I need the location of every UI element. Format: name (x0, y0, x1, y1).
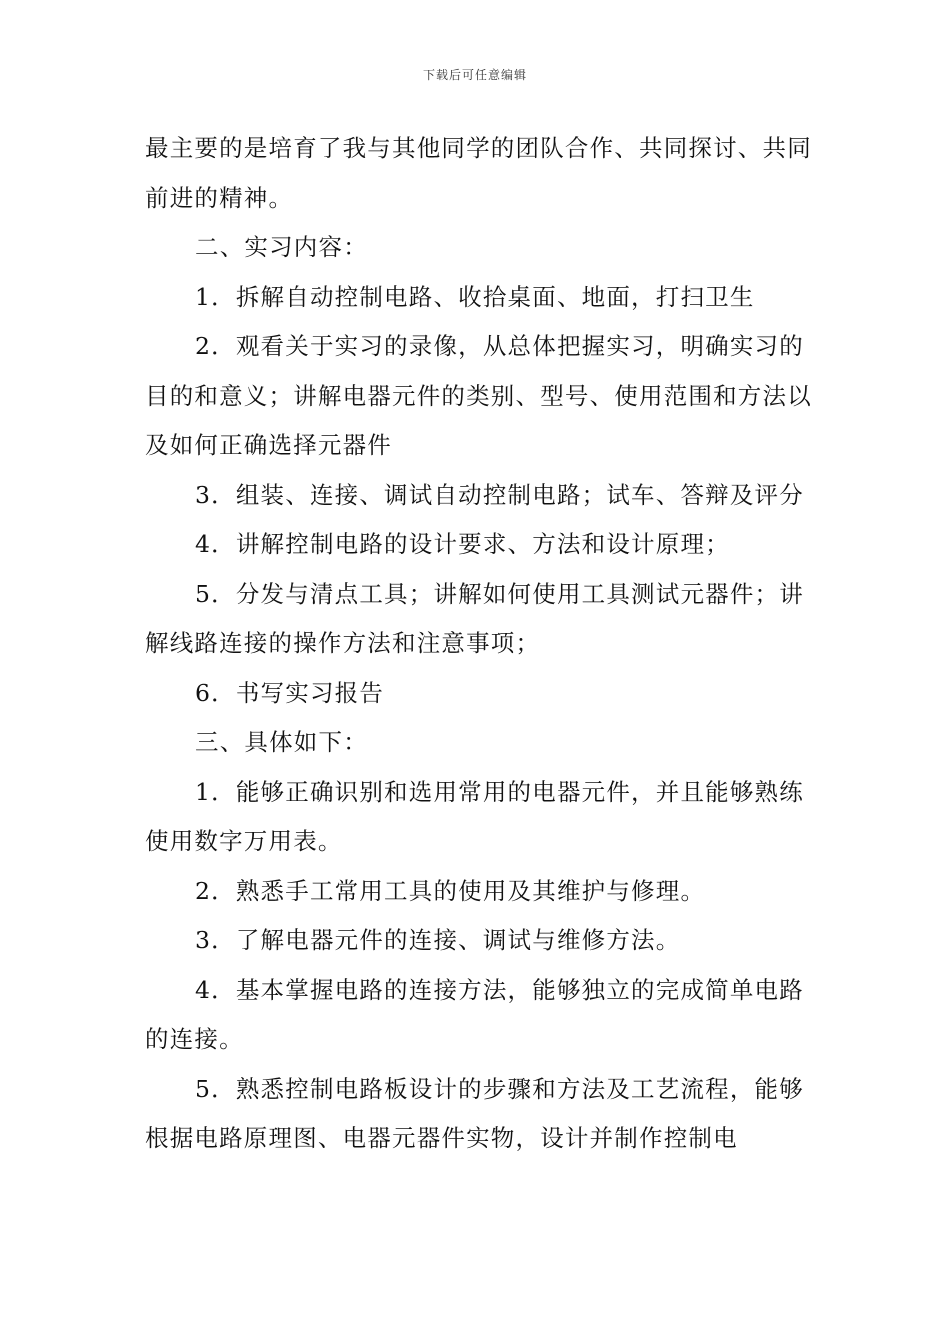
list-item: 4．基本掌握电路的连接方法，能够独立的完成简单电路的连接。 (145, 975, 804, 1053)
list-item: 5．分发与清点工具；讲解如何使用工具测试元器件；讲解线路连接的操作方法和注意事项； (145, 579, 804, 657)
list-item: 3．组装、连接、调试自动控制电路；试车、答辩及评分 (195, 480, 804, 509)
list-item: 1．拆解自动控制电路、收拾桌面、地面，打扫卫生 (195, 282, 755, 311)
list-item: 2．观看关于实习的录像，从总体把握实习，明确实习的目的和意义；讲解电器元件的类别、型号、使用范围和方法以及如何正确选择元器件 (145, 332, 812, 459)
list-item: 4．讲解控制电路的设计要求、方法和设计原理； (195, 530, 730, 558)
section-heading-details: 三、具体如下： (195, 728, 368, 756)
list-item: 1．能够正确识别和选用常用的电器元件，并且能够熟练使用数字万用表。 (145, 777, 804, 855)
list-item: 6．书写实习报告 (195, 678, 385, 707)
list-item: 5．熟悉控制电路板设计的步骤和方法及工艺流程，能够根据电路原理图、电器元器件实物，设计并制作控制电 (145, 1074, 804, 1152)
document-body (145, 124, 815, 1164)
section-heading-internship-content: 二、实习内容： (195, 233, 368, 261)
list-item: 3．了解电器元件的连接、调试与维修方法。 (195, 926, 681, 954)
list-item: 2．熟悉手工常用工具的使用及其维护与修理。 (195, 876, 706, 905)
paragraph-intro-continued: 最主要的是培育了我与其他同学的团队合作、共同探讨、共同前进的精神。 (145, 134, 812, 212)
page-header-note: 下载后可任意编辑 (422, 68, 527, 82)
